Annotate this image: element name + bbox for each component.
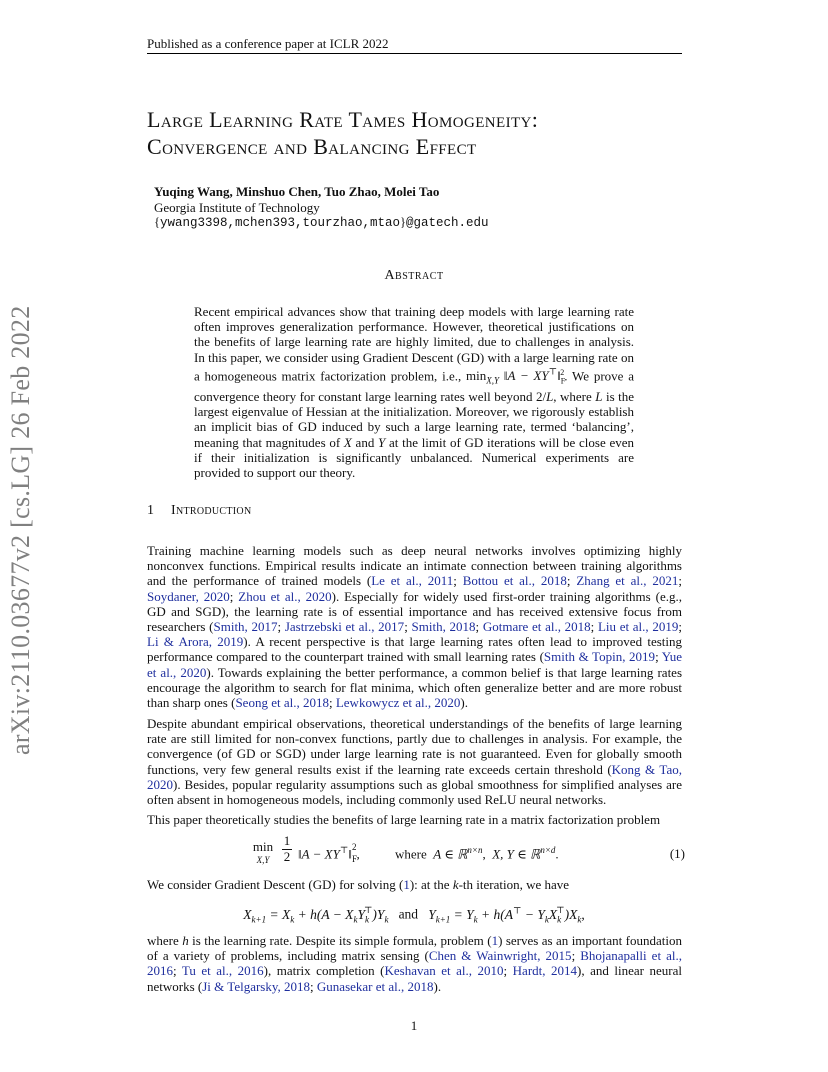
citation-link[interactable]: Gotmare et al., 2018	[482, 619, 591, 635]
intro-paragraph-4: We consider Gradient Descent (GD) for solving (1): at the k-th iteration, we have	[147, 877, 570, 892]
citation-link[interactable]: Hardt, 2014	[512, 963, 578, 979]
abstract-math-L: L	[595, 388, 603, 404]
citation-link[interactable]: Liu et al., 2019	[597, 619, 679, 635]
citation-link[interactable]: Bhojanapalli et al., 2016	[147, 948, 682, 979]
equation-number: (1)	[669, 846, 685, 861]
equation-gd-update: $X_{k+1} = X_k + h(A - X_kY_k^⊤)Y_k$ and $Y_{k+1} = Y_k + h(A^⊤ - Y_kX_k^⊤)X_k$,	[243, 905, 585, 925]
citation-link[interactable]: Smith, 2017	[213, 619, 278, 635]
intro-paragraph-5: where h is the learning rate. Despite its simple formula, problem (1) serves as an important foundation of a variety of problems, including matrix sensing (Chen & Wainwright, 2015; Bhojanapalli et al., 2016; Tu et al., 2016), matrix completion (Keshavan et al., 2010; Hardt, 2014), and linear neural networks (Ji & Telgarsky, 2018; Gunasekar et al., 2018).	[147, 933, 682, 994]
citation-link[interactable]: Zhou et al., 2020	[238, 588, 332, 604]
abstract-text: , where	[553, 388, 596, 404]
citation-link[interactable]: Seong et al., 2018	[235, 695, 329, 711]
author-list: Yuqing Wang, Minshuo Chen, Tuo Zhao, Molei Tao	[154, 184, 440, 199]
citation-link[interactable]: Yue et al., 2020	[147, 649, 683, 680]
citation-link[interactable]: Zhang et al., 2021	[576, 573, 679, 589]
citation-link[interactable]: Le et al., 2011	[371, 573, 454, 589]
section-title: Introduction	[171, 503, 252, 518]
abstract-math-L: L	[546, 388, 554, 404]
citation-link[interactable]: Smith & Topin, 2019	[543, 649, 656, 665]
section-heading-introduction	[147, 503, 251, 519]
eq1-objective: ‖A − $XY^⊤‖_F^2$,	[298, 842, 360, 864]
email-domain: @gatech.edu	[406, 216, 489, 230]
equation-ref-link[interactable]: 1	[491, 933, 499, 948]
abstract-text: at the limit of GD iterations will be close even if their initialization is significantly unbalanced. Numerical experiments are provided to support our theory.	[194, 434, 634, 480]
equation-1	[250, 835, 685, 869]
page-number: 1	[410, 1018, 418, 1033]
abstract-heading: Abstract	[384, 268, 444, 283]
abstract-math-Y: Y	[378, 434, 386, 450]
header-rule	[147, 53, 682, 54]
arxiv-stamp[interactable]: arXiv:2110.03677v2 [cs.LG] 26 Feb 2022	[6, 305, 35, 755]
equation-ref-link[interactable]: 1	[403, 877, 410, 892]
email-usernames: ywang3398,mchen393,tourzhao,mtao	[160, 216, 401, 230]
author-emails: {ywang3398,mchen393,tourzhao,mtao}@gatech.edu	[154, 215, 489, 230]
intro-paragraph-3: This paper theoretically studies the benefits of large learning rate in a matrix factorization problem	[147, 812, 661, 827]
title-line-1: Large Learning Rate Tames Homogeneity:	[147, 107, 539, 132]
paper-title	[147, 106, 707, 160]
citation-link[interactable]: Bottou et al., 2018	[462, 573, 567, 589]
running-header: Published as a conference paper at ICLR 2022	[147, 36, 389, 51]
abstract-text: . We prove a convergence theory for constant large learning rates well beyond 2/	[194, 368, 634, 404]
abstract-text: Recent empirical advances show that training deep models with large learning rate often improves generalization performance. However, theoretical justifications on the benefits of large learning rate are highly limited, due to challenges in analysis. In this paper, we consider using Gradient Descent (GD) with a large learning rate on a homogeneous matrix factorization problem, i.e.,	[194, 304, 634, 384]
eq1-fraction: 1 2	[283, 833, 291, 864]
citation-link[interactable]: Li & Arora, 2019	[147, 634, 244, 650]
citation-link[interactable]: Smith, 2018	[411, 619, 476, 635]
citation-link[interactable]: Keshavan et al., 2010	[384, 963, 504, 979]
citation-link[interactable]: Ji & Telgarsky, 2018	[202, 978, 311, 994]
intro-paragraph-1: Training machine learning models such as deep neural networks involves optimizing highly nonconvex functions. Empirical results indicate an intimate connection between training algorithms and the performance of trained models (Le et al., 2011; Bottou et al., 2018; Zhang et al., 2021; Soydaner, 2020; Zhou et al., 2020). Especially for widely used first-order training algorithms (e.g., GD and SGD), the learning rate is of essential importance and has received extensive focus from researchers (Smith, 2017; Jastrzebski et al., 2017; Smith, 2018; Gotmare et al., 2018; Liu et al., 2019; Li & Arora, 2019). A recent perspective is that large learning rates often lead to improved testing performance compared to the counterpart trained with small learning rates (Smith & Topin, 2019; Yue et al., 2020). Towards explaining the better performance, a common belief is that large learning rates encourage the algorithm to search for flat minima, which often generalize better and are more robust than sharp ones (Seong et al., 2018; Lewkowycz et al., 2020).	[147, 543, 683, 711]
title-line-2: Convergence and Balancing Effect	[147, 134, 477, 159]
eq1-min-operator: min $^{X,Y}$	[252, 839, 274, 865]
abstract-math-X: X	[343, 434, 352, 450]
citation-link[interactable]: Gunasekar et al., 2018	[316, 978, 434, 994]
abstract-body	[194, 304, 634, 480]
citation-link[interactable]: Jastrzebski et al., 2017	[284, 619, 405, 635]
affiliation: Georgia Institute of Technology	[154, 200, 320, 215]
section-number: 1	[147, 503, 155, 518]
citation-link[interactable]: Chen & Wainwright, 2015	[428, 948, 572, 964]
abstract-math-min: $\min_{X,Y}$ ‖A − $XY^⊤‖_F^2$	[466, 366, 566, 386]
citation-link[interactable]: Soydaner, 2020	[147, 588, 230, 604]
abstract-text: and	[351, 434, 379, 450]
abstract-text: is the largest eigenvalue of Hessian at the initialization. Moreover, we rigorously establish an implicit bias of GD induced by such a large learning rate, termed ‘balancing’, meaning that magnitudes of	[194, 388, 635, 450]
citation-link[interactable]: Tu et al., 2016	[181, 963, 264, 979]
citation-link[interactable]: Lewkowycz et al., 2020	[335, 695, 461, 711]
citation-link[interactable]: Kong & Tao, 2020	[147, 761, 682, 792]
intro-paragraph-2: Despite abundant empirical observations, theoretical understandings of the benefits of large learning rate are still limited for non-convex functions, partly due to challenges in analysis. For example, the convergence (of GD or SGD) under large learning rate is not guaranteed. Even for globally smooth functions, very few general results exist if the learning rate exceeds certain threshold (Kong & Tao, 2020). Besides, popular regularity assumptions such as global smoothness for simplified analyses are often absent in homogeneous models, including commonly used ReLU neural networks.	[147, 716, 682, 808]
eq1-constraint: where A ∈ ℝ$^{n\times n}$, X, Y ∈ ℝ$^{n\times d}$.	[395, 845, 559, 862]
